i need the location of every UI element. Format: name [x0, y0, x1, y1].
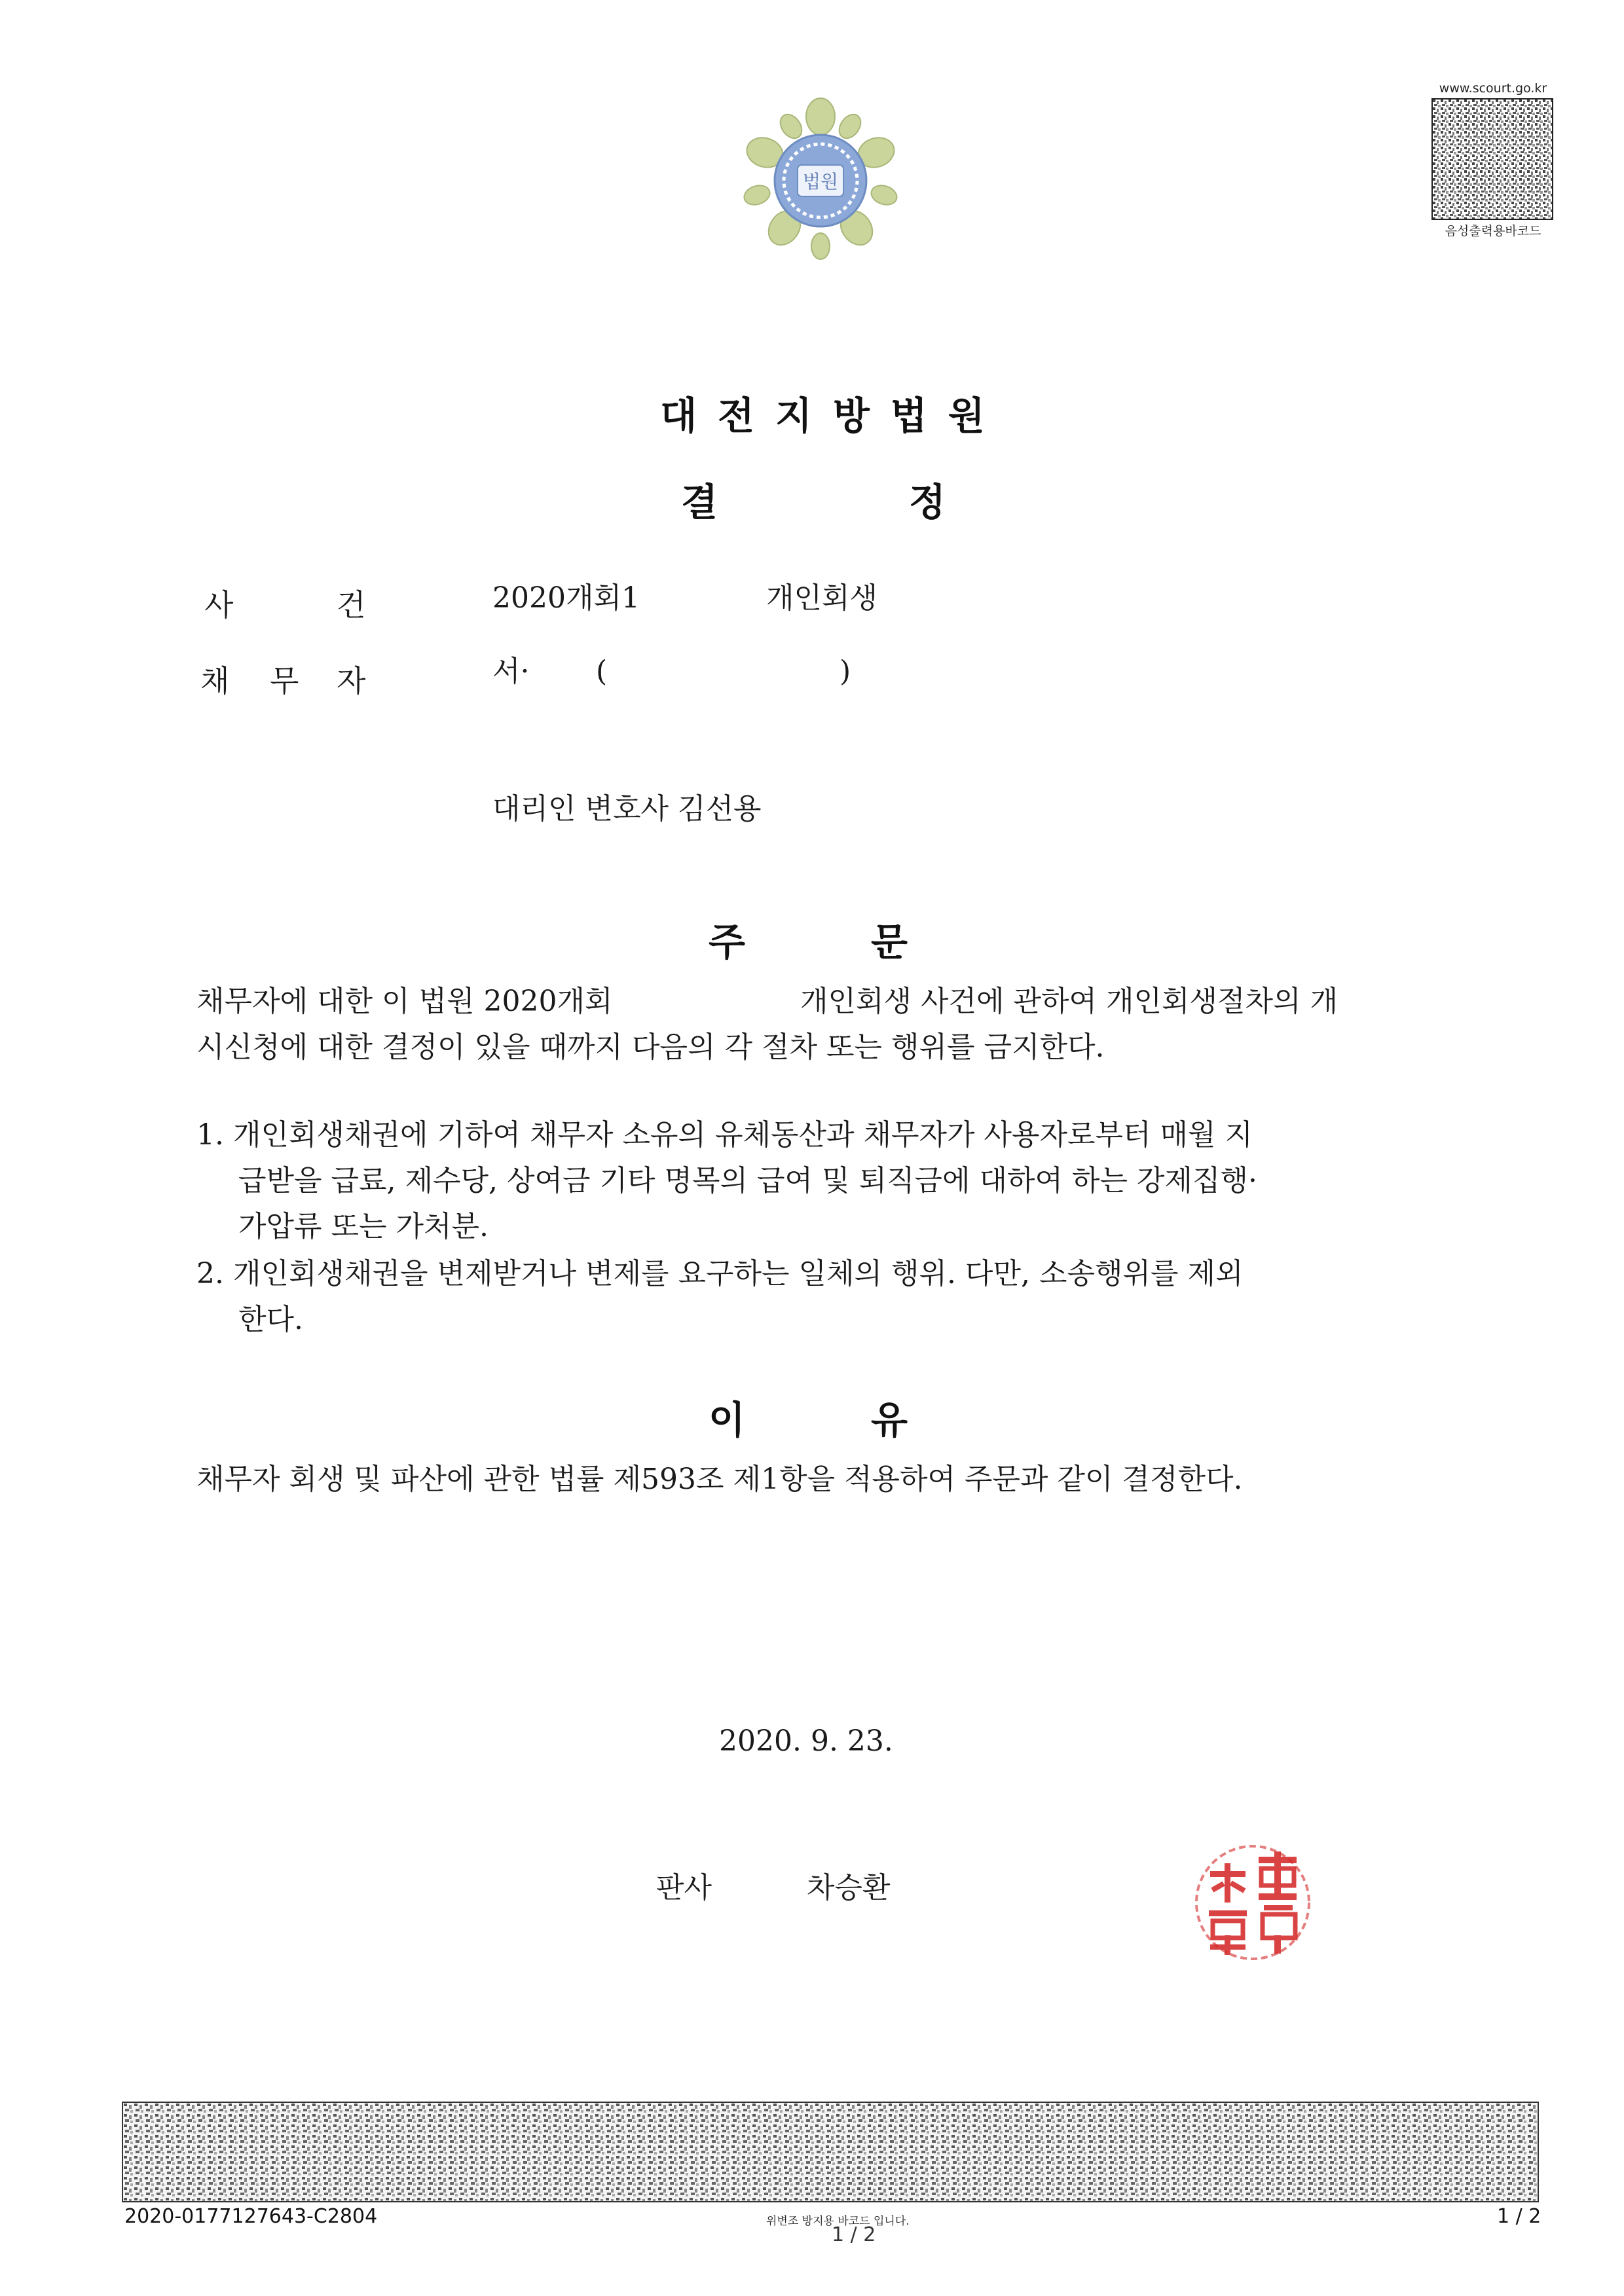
- debtor-label-char-2: 무: [270, 663, 299, 699]
- decision-date: 2020. 9. 23.: [719, 1724, 893, 1758]
- qr-code: [1431, 98, 1553, 220]
- page-indicator-right: 1 / 2: [1497, 2205, 1541, 2228]
- case-type: 개인회생: [766, 581, 878, 615]
- case-number: 2020개회1: [492, 581, 640, 615]
- order-item-1-line1: 1. 개인회생채권에 기하여 채무자 소유의 유체동산과 채무자가 사용자로부터 매월 지: [196, 1118, 1253, 1152]
- qr-caption: 음성출력용바코드: [1445, 224, 1541, 238]
- forgery-notice: 위변조 방지용 바코드 입니다.: [766, 2215, 910, 2228]
- document-number: 2020-0177127643-C2804: [124, 2205, 378, 2228]
- order-intro-line1-a: 채무자에 대한 이 법원 2020개회: [196, 985, 613, 1018]
- case-label-char-2: 건: [337, 587, 366, 623]
- judge-name: 차승환: [807, 1871, 891, 1904]
- doc-type-char-1: 결: [681, 480, 718, 524]
- order-item-2-line2: 한다.: [238, 1303, 303, 1336]
- page-indicator-center: 1 / 2: [832, 2223, 876, 2246]
- order-heading-char-2: 문: [871, 920, 908, 964]
- court-emblem: [739, 97, 902, 261]
- order-heading-char-1: 주: [709, 920, 746, 964]
- doc-type-char-2: 정: [909, 480, 946, 524]
- order-item-1-line2: 급받을 급료, 제수당, 상여금 기타 명목의 급여 및 퇴직금에 대하여 하는 강제집행·: [238, 1164, 1257, 1197]
- reason-heading-char-2: 유: [871, 1398, 908, 1442]
- judge-seal: [1190, 1837, 1315, 1968]
- debtor-label-char-3: 자: [337, 663, 366, 699]
- debtor-paren-close: ): [840, 655, 851, 688]
- debtor-label-char-1: 채: [200, 663, 230, 699]
- debtor-name: 서·: [492, 655, 530, 688]
- forgery-barcode: [122, 2102, 1539, 2202]
- order-item-1-line3: 가압류 또는 가처분.: [238, 1210, 489, 1243]
- reason-heading-char-1: 이: [709, 1398, 746, 1442]
- qr-url: www.scourt.go.kr: [1439, 81, 1547, 96]
- court-title: 대전지방법원: [660, 393, 1006, 438]
- case-label-char-1: 사: [204, 587, 234, 623]
- reason-text: 채무자 회생 및 파산에 관한 법률 제593조 제1항을 적용하여 주문과 같이 결정한다.: [196, 1463, 1243, 1496]
- judge-title: 판사: [656, 1871, 712, 1904]
- order-item-2-line1: 2. 개인회생채권을 변제받거나 변제를 요구하는 일체의 행위. 다만, 소송행위를 제외: [196, 1257, 1244, 1290]
- order-intro-line2: 시신청에 대한 결정이 있을 때까지 다음의 각 절차 또는 행위를 금지한다.: [196, 1030, 1105, 1064]
- debtor-agent: 대리인 변호사 김선용: [492, 792, 762, 826]
- order-intro-line1-b: 개인회생 사건에 관하여 개인회생절차의 개: [800, 985, 1338, 1018]
- emblem-label: 법원: [802, 171, 839, 192]
- debtor-paren-open: (: [596, 655, 608, 688]
